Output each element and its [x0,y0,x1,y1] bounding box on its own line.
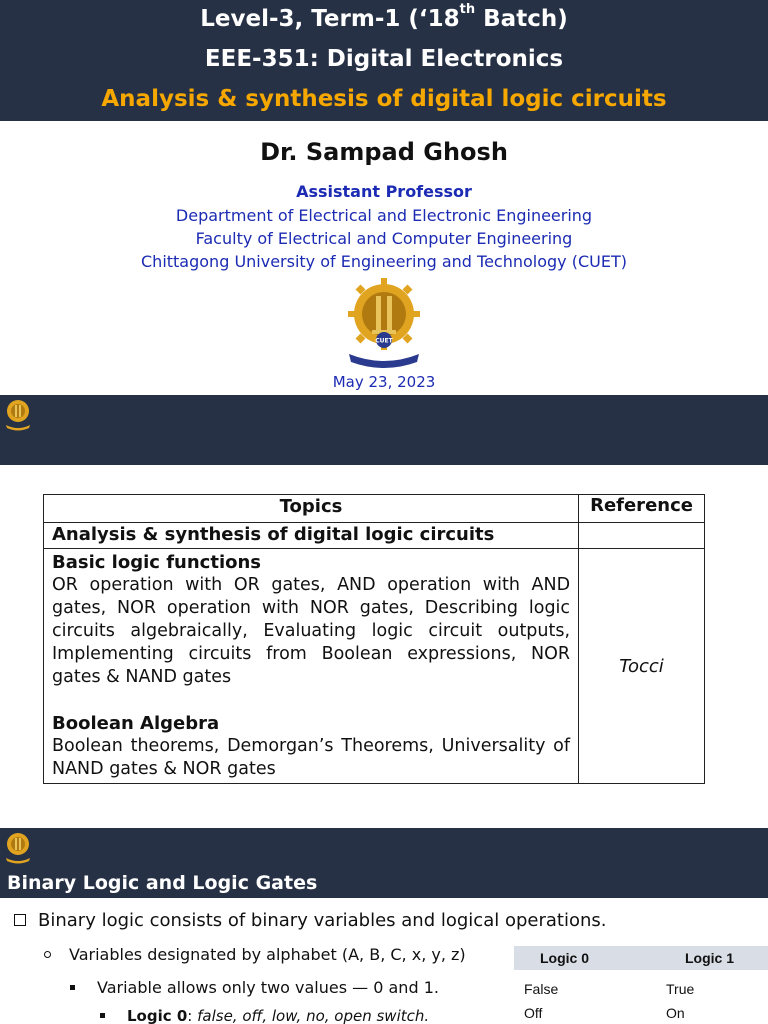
section-text-basic-logic: OR operation with OR gates, AND operation with AND gates, NOR operation with NOR gates, Describing logic circuits algebraically, Evaluating logic circuit outputs, Implementing circuits from Boolean expressions, NOR gates & NAND gates [52,575,571,687]
table-row [44,523,705,549]
section-heading-boolean-algebra: Boolean Algebra [52,713,220,734]
slide3-title: Binary Logic and Logic Gates [0,868,768,898]
list-item: Binary logic consists of binary variables and logical operations. [14,910,606,931]
checkbox-bullet-icon [14,914,26,926]
table-row: False True [524,981,695,997]
reference-cell: Tocci [579,549,705,784]
affiliation-faculty: Faculty of Electrical and Computer Engineering [195,229,573,248]
circle-bullet-icon [44,951,51,958]
logic-table-header: Logic 0 Logic 1 [514,946,768,970]
affiliation-university: Chittagong University of Engineering and Technology (CUET) [141,252,627,271]
lecture-title: Analysis & synthesis of digital logic circuits [101,86,667,112]
empty-reference-cell [579,523,705,549]
logic-values-table [514,946,768,1021]
slide3-header-bar [0,828,768,868]
list-item: Variables designated by alphabet (A, B, C, x, y, z) [44,945,466,964]
list-item: Logic 0: false, off, low, no, open switch. [100,1007,429,1024]
topic-details-cell [44,549,579,784]
slide2-header-bar [0,395,768,465]
logo-text: CUET [375,337,393,345]
cuet-small-logo-icon [4,397,32,431]
square-bullet-icon [70,985,75,990]
topics-table [43,494,705,784]
author-name: Dr. Sampad Ghosh [260,138,508,166]
topics-header: Topics [44,495,579,523]
cuet-logo-icon [345,276,423,368]
section-heading-basic-logic: Basic logic functions [52,552,262,573]
author-role: Assistant Professor [296,182,472,201]
section-text-boolean-algebra: Boolean theorems, Demorgan’s Theorems, Universality of NAND gates & NOR gates [52,736,571,779]
list-item: Variable allows only two values — 0 and 1. [70,978,439,997]
affiliation-department: Department of Electrical and Electronic Engineering [175,206,593,225]
square-bullet-icon [100,1013,105,1018]
course-code: EEE-351: Digital Electronics [204,46,564,72]
lecture-date: May 23, 2023 [332,373,436,391]
table-row: Off On [524,1005,685,1021]
reference-header: Reference [579,495,705,523]
topic-title-cell: Analysis & synthesis of digital logic circuits [44,523,579,549]
course-level: Level-3, Term-1 (‘18th Batch) [200,2,568,32]
cuet-small-logo-icon [4,830,32,864]
table-row [44,549,705,784]
title-header [0,0,768,121]
table-header-row [44,495,705,523]
